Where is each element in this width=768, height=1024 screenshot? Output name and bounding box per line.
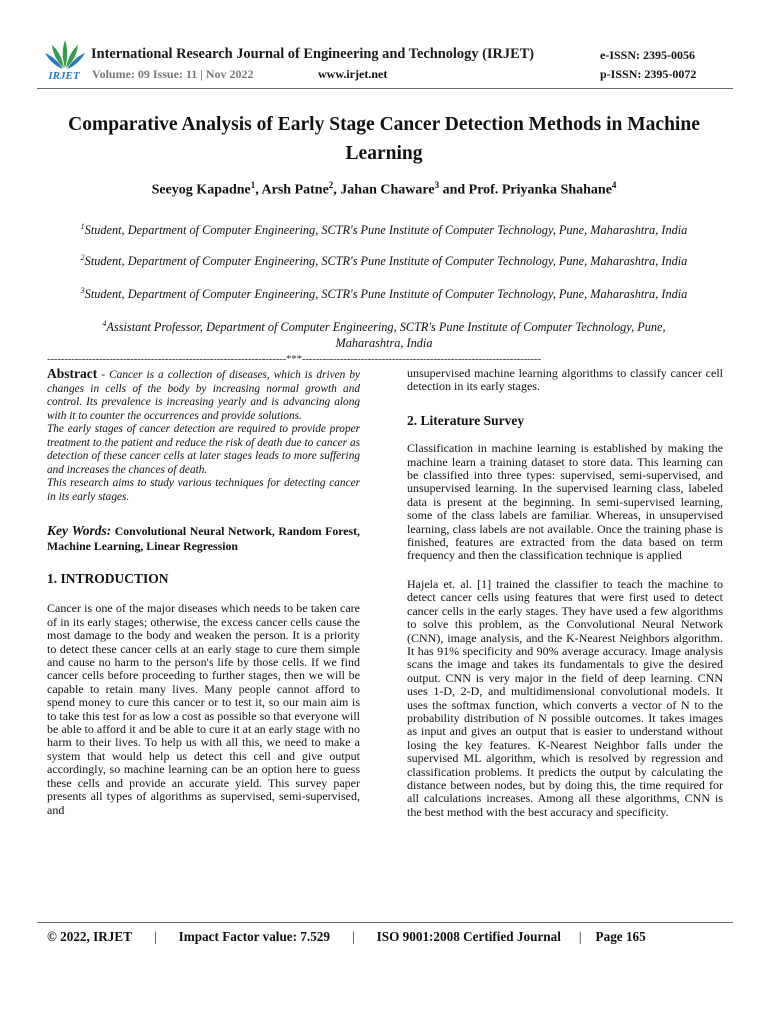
literature-survey-heading: 2. Literature Survey: [407, 412, 525, 428]
section-separator: ---------------------------------------------------------------------***---------------------------------------------------------------------: [47, 353, 541, 365]
header-rule: [37, 88, 733, 89]
footer-copyright: © 2022, IRJET: [47, 929, 132, 944]
introduction-heading: 1. INTRODUCTION: [47, 571, 169, 586]
affiliation-sup: 4: [102, 319, 107, 328]
logo-text: IRJET: [48, 70, 80, 82]
left-column: [47, 367, 360, 817]
abstract-heading: Abstract: [47, 366, 98, 381]
author-sup: 3: [434, 180, 440, 190]
abstract-dash: -: [97, 369, 110, 381]
paper-title: Comparative Analysis of Early Stage Cancer Detection Methods in Machine Learning: [68, 114, 700, 164]
affiliation-text: Assistant Professor, Department of Computer Engineering, SCTR's Pune Institute of Computer Technology, Pune, Maharashtra, India: [106, 320, 666, 350]
keywords: [47, 524, 360, 553]
author-list: [40, 180, 728, 199]
affiliation-4: [40, 316, 728, 351]
literature-paragraph-2: Hajela et. al. [1] trained the classifier to teach the machine to detect cancer cells using features that were first used to detect cancer cells in the early stages. They have used a few algorithms to solve this problem, as the Convolutional Neural Network (CNN), image analysis, and the K-Nearest Neighbors algorithm. It has 91% specificity and 90% average accuracy. Image analysis scans the image and takes its fundamentals to give the desired output. CNN is very major in the field of deep learning. CNN uses 1-D, 2-D, and multidimensional convolutional models. It uses the softmax function, which converts a vector of N to the probability distribution of N possible outcomes. It takes images as input and gives an output that is easier to understand without losing the key features. K-Nearest Neighbor falls under the supervised ML algorithm, which is resolved by regression and classification problems. It predicts the output by calculating the distance between nodes, but by doing this, the time required for all calculations increases. Among all these algorithms, CNN is the best method with the best accuracy and specificity.: [407, 576, 723, 819]
affiliation-text: Student, Department of Computer Engineering, SCTR's Pune Institute of Computer Technology, Pune, Maharashtra, India: [84, 254, 688, 269]
affiliation-sup: 3: [80, 286, 85, 295]
introduction-continuation: unsupervised machine learning algorithms to classify cancer cell detection in its early stages.: [407, 366, 723, 394]
journal-name: International Research Journal of Engineering and Technology (IRJET): [91, 46, 535, 62]
journal-website[interactable]: www.irjet.net: [318, 67, 388, 81]
abstract-paragraph-2: The early stages of cancer detection are required to provide proper treatment to the patient and reduce the risk of death due to cancer as detection of these cancer cells at later stages leads to more suffering and increases the chances of death.: [47, 423, 360, 476]
author-sup: 4: [611, 180, 617, 190]
footer-separator: |: [352, 929, 355, 944]
e-issn: e-ISSN: 2395-0056: [600, 48, 695, 62]
affiliation-sup: 1: [80, 222, 85, 231]
literature-paragraph-1: Classification in machine learning is established by making the machine learn a training dataset to store data. This learning can be classified into three types: supervised, semi-supervised, and unsupervised learning. In the supervised learning class, labeled data is present at the beginning. In semi-supervised learning, some of the class labels are familiar. Whereas, in unsupervised learning, class labels are not available. Once the training phase is finished, features are extracted from the data based on term frequency and then the classification technique is applied: [407, 441, 723, 563]
abstract-paragraph-3: This research aims to study various techniques for detecting cancer in its early stages.: [47, 477, 360, 503]
author-name: Seeyog Kapadne: [151, 182, 251, 198]
author-sup: 2: [328, 180, 334, 190]
introduction-text: Cancer is one of the major diseases which needs to be taken care of in its early stages; otherwise, the excess cancer cells cause the most damage to the body and weaken the person. It is a priority to detect these cancer cells at an early stage to cure them simple and cause no harm to the person's life by those cells. If we find cancer cells before proceeding to further stages, then we will be capable to retain many lives. Many people cannot afford to spend money to cure this cancer or to test it, so our main aim is to take this test for as low a cost as possible so that everyone will be able to afford it and be able to cure it at an early stage with no harm to their lives. To help us with all this, we need to make a system that would help us detect this cell and give output accordingly, so machine learning can be an option here to guess these cells and provide an accurate yield. This survey paper presents all types of algorithms as supervised, semi-supervised, and: [47, 601, 360, 817]
abstract-paragraph-1: Cancer is a collection of diseases, which is driven by changes in cells of the body by increasing normal growth and control. Its prevalence is increasing yearly and is advancing along with it to counter the occurrences and provide solutions.: [47, 369, 360, 422]
author-name: Jahan Chaware: [340, 182, 435, 198]
abstract: [47, 367, 360, 504]
affiliation-2: [40, 250, 728, 270]
footer-rule: [37, 922, 733, 923]
footer-page-number: Page 165: [595, 929, 646, 944]
affiliation-text: Student, Department of Computer Engineering, SCTR's Pune Institute of Computer Technology, Pune, Maharashtra, India: [84, 223, 688, 238]
right-column: [407, 367, 723, 819]
keywords-text: Convolutional Neural Network, Random Forest, Machine Learning, Linear Regression: [47, 524, 360, 553]
affiliation-sup: 2: [80, 253, 85, 262]
author-name: Arsh Patne: [261, 182, 329, 198]
volume-issue: Volume: 09 Issue: 11 | Nov 2022: [92, 67, 254, 81]
journal-logo: [40, 38, 90, 86]
affiliation-text: Student, Department of Computer Engineering, SCTR's Pune Institute of Computer Technology, Pune, Maharashtra, India: [84, 287, 688, 302]
affiliation-3: [40, 283, 728, 303]
page-footer: [47, 929, 646, 945]
author-sup: 1: [250, 180, 256, 190]
author-separator: ,: [255, 182, 262, 198]
footer-separator: |: [578, 929, 582, 944]
footer-impact-factor: Impact Factor value: 7.529: [178, 929, 330, 944]
keywords-heading: Key Words:: [47, 523, 112, 538]
affiliation-1: [40, 219, 728, 239]
author-separator: ,: [333, 182, 341, 198]
p-issn: p-ISSN: 2395-0072: [600, 67, 697, 81]
footer-separator: |: [153, 929, 157, 944]
author-and: and: [439, 182, 469, 198]
author-name: Prof. Priyanka Shahane: [468, 182, 612, 198]
footer-iso: ISO 9001:2008 Certified Journal: [376, 929, 561, 944]
